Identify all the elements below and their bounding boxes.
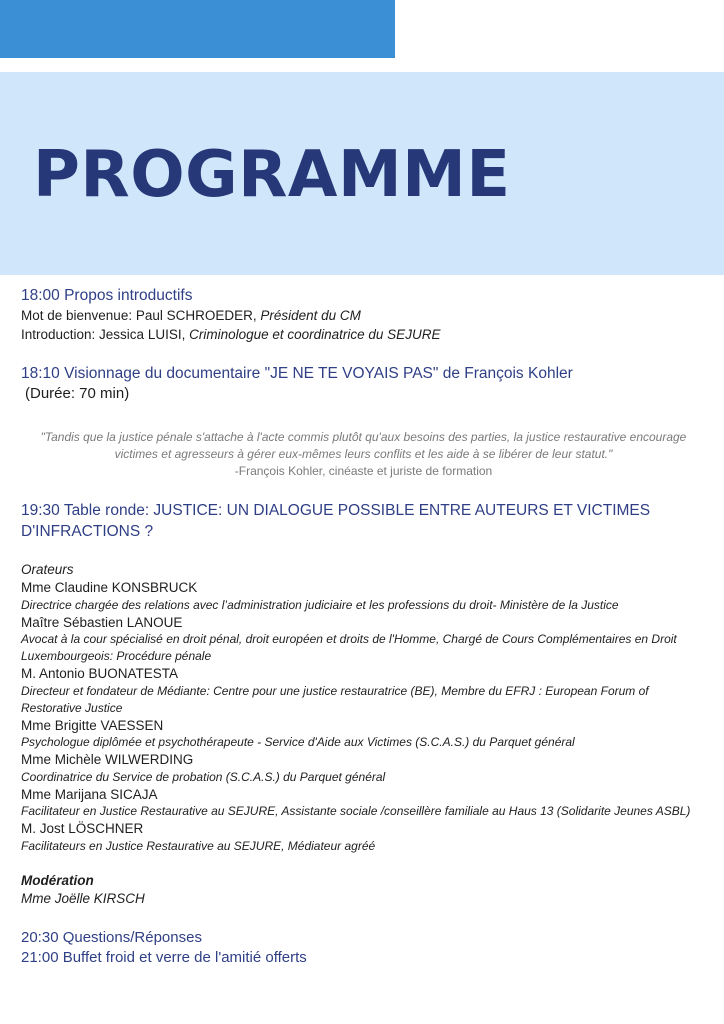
- speaker-role: Facilitateur en Justice Restaurative au SEJURE, Assistante sociale /conseillère familiale au Haus 13 (Solidarite Jeunes ASBL): [21, 804, 691, 818]
- section-heading: 19:30 Table ronde: JUSTICE: UN DIALOGUE POSSIBLE ENTRE AUTEURS ET VICTIMES D'INFRACTIONS ?: [21, 502, 651, 540]
- speaker-role: Directrice chargée des relations avec l’administration judiciaire et les professions du droit- Ministère de la Justice: [21, 597, 619, 612]
- speaker-entry: [21, 579, 706, 614]
- welcome-text: Mot de bienvenue: Paul SCHROEDER,: [21, 308, 261, 323]
- speaker-role: Facilitateurs en Justice Restaurative au SEJURE, Médiateur agréé: [21, 838, 376, 853]
- speaker-name: Mme Brigitte VAESSEN: [21, 717, 164, 733]
- section-heading: 18:00 Propos introductifs: [21, 287, 193, 304]
- speaker-entry: [21, 786, 706, 821]
- speaker-name: M. Antonio BUONATESTA: [21, 666, 179, 681]
- speaker-role: Directeur et fondateur de Médiante: Centre pour une justice restauratrice (BE), Membre du EFRJ : European Forum of Restorative Justice: [21, 683, 649, 715]
- introduction-line: [21, 325, 706, 344]
- speaker-entry: [21, 820, 706, 855]
- duration-text: (Durée: 70 min): [25, 385, 130, 402]
- questions-line: 20:30 Questions/Réponses: [21, 929, 202, 946]
- introduction-text: Introduction: Jessica LUISI,: [21, 327, 190, 342]
- introduction-role: Criminologue et coordinatrice du SEJURE: [189, 327, 441, 342]
- section-heading: 18:10 Visionnage du documentaire "JE NE TE VOYAIS PAS" de François Kohler: [21, 365, 573, 382]
- speaker-name: Mme Claudine KONSBRUCK: [21, 580, 198, 595]
- speaker-name: M. Jost LÖSCHNER: [21, 821, 144, 836]
- section-propos-introductifs: [21, 286, 706, 344]
- orateurs-label: Orateurs: [21, 562, 74, 577]
- speaker-name: Mme Marijana SICAJA: [21, 786, 158, 802]
- speaker-entry: [21, 751, 706, 786]
- speaker-entry: [21, 717, 706, 752]
- buffet-line: 21:00 Buffet froid et verre de l'amitié offerts: [21, 949, 307, 966]
- speaker-name: Maître Sébastien LANOUE: [21, 614, 183, 630]
- speaker-role: Coordinatrice du Service de probation (S.C.A.S.) du Parquet général: [21, 769, 386, 784]
- closing-section: [21, 928, 706, 968]
- moderator-name: Mme Joëlle KIRSCH: [21, 890, 145, 906]
- section-visionnage: [21, 364, 706, 404]
- programme-content: [21, 286, 706, 968]
- welcome-role: Président du CM: [260, 308, 361, 323]
- top-accent-bar: [0, 0, 395, 58]
- section-table-ronde: [21, 500, 706, 542]
- speaker-name: Mme Michèle WILWERDING: [21, 752, 194, 767]
- page-title: PROGRAMME: [33, 138, 511, 212]
- welcome-line: [21, 306, 706, 325]
- quote-block: [21, 429, 706, 480]
- speaker-entry: [21, 665, 706, 717]
- speaker-entry: [21, 614, 706, 666]
- quote-text: "Tandis que la justice pénale s'attache à l'acte commis plutôt qu'aux besoins des parties, la justice restaurative encourage victimes et agresseurs à gérer eux-mêmes leurs conflits et les aide à se libérer de leur statut.": [40, 430, 687, 461]
- quote-author: -François Kohler, cinéaste et juriste de formation: [234, 464, 493, 478]
- moderation-section: [21, 872, 706, 908]
- speakers-section: [21, 561, 706, 855]
- moderation-label: Modération: [21, 872, 94, 888]
- speaker-role: Psychologue diplômée et psychothérapeute - Service d'Aide aux Victimes (S.C.A.S.) du Parquet général: [21, 735, 575, 749]
- speaker-role: Avocat à la cour spécialisé en droit pénal, droit européen et droits de l'Homme, Chargé de Cours Complémentaires en Droit Luxembourgeois: Procédure pénale: [21, 632, 677, 663]
